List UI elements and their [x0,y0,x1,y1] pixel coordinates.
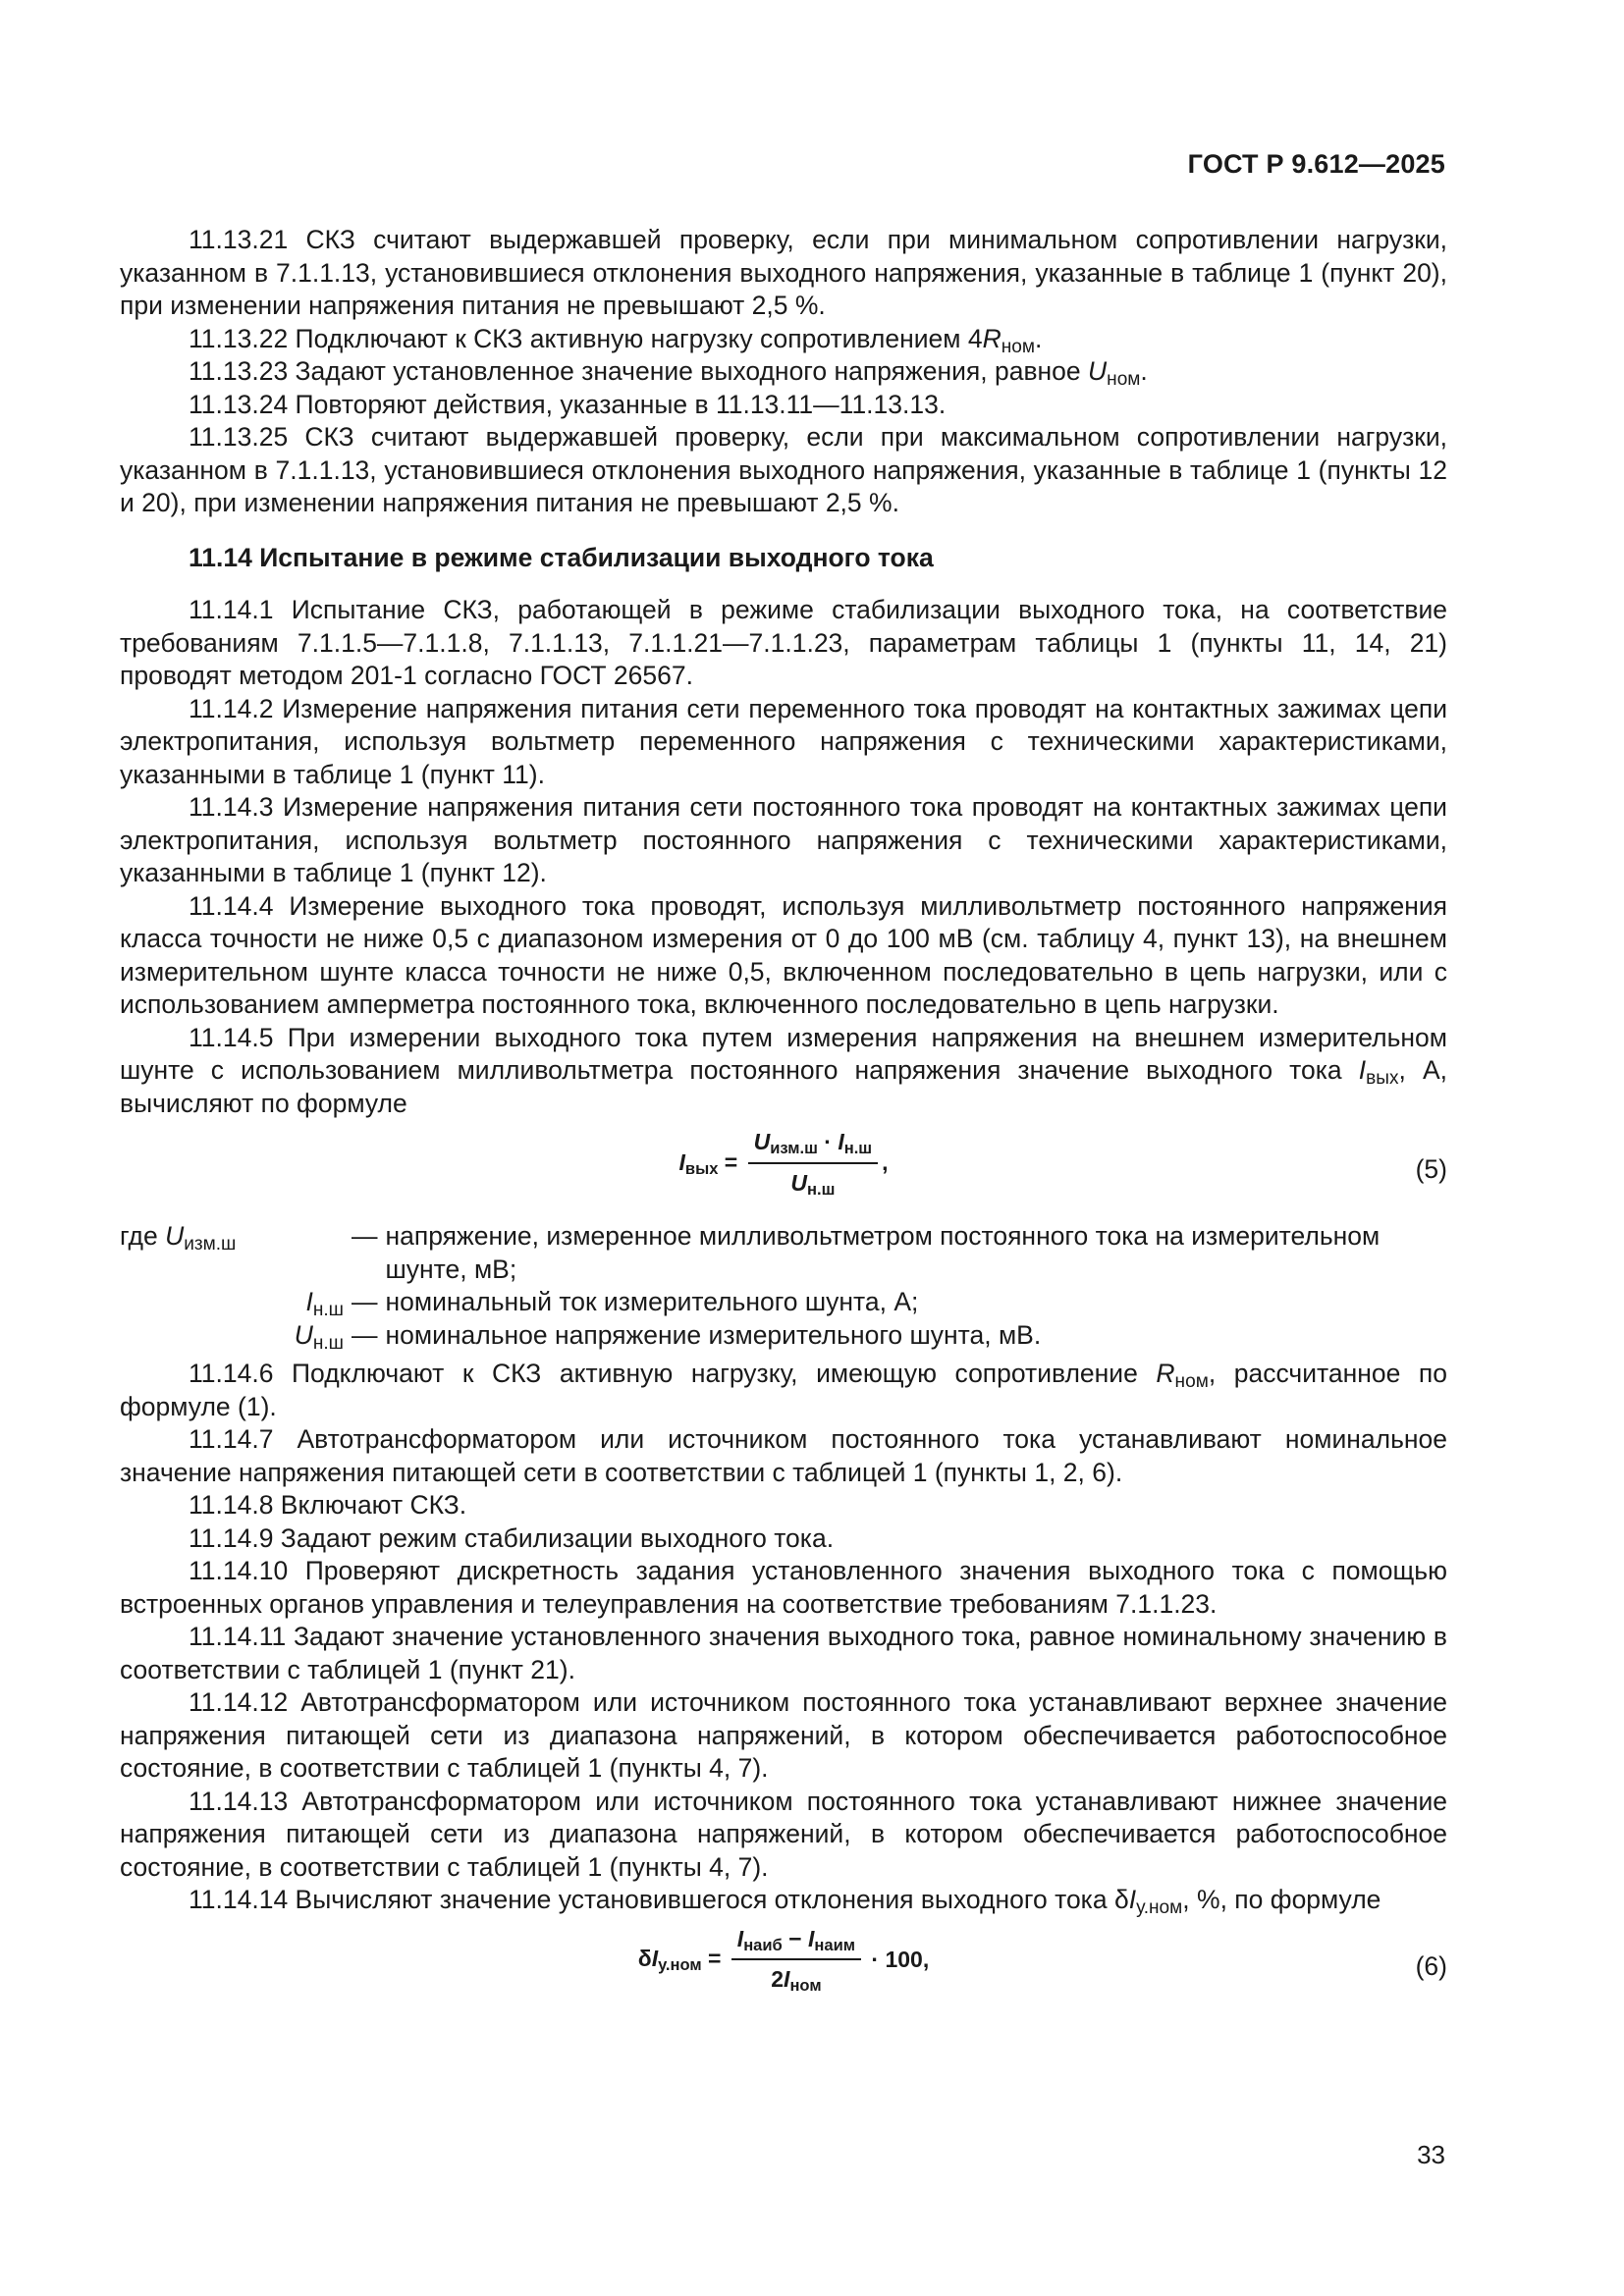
paragraph-11-14-2: 11.14.2 Измерение напряжения питания сети переменного тока проводят на контактных зажимах цепи электропитания, используя вольтметр переменного напряжения с техническими характеристиками, указанными в таблице 1 (пункт 11). [120,693,1447,789]
formula-5 [120,1126,1447,1216]
formula-6-lhs: $\delta I_{у.ном}$ = [637,1946,722,1975]
paragraph-11-13-23: 11.13.23 Задают установленное значение выходного напряжения, равное $U_{ном}$. [189,356,1148,390]
formula-5-expression: $I_{вых}$ = $\frac{U_{изм.ш} \cdot I_{н.ш}}{U_{н.ш}}$ , [120,1126,1447,1200]
formula-5-fraction [748,1126,878,1200]
paragraph-11-14-11: 11.14.11 Задают значение установленного значения выходного тока, равное номинальному значению в соответствии с таблицей 1 (пункт 21). [120,1622,1447,1684]
paragraph-11-13-25: 11.13.25 СКЗ считают выдержавшей проверку, если при максимальном сопротивлении нагрузки, указанном в 7.1.1.13, установившиеся отклонения выходного напряжения, указанные в таблице 1 (пункты 12 и 20), при изменении напряжения питания не превышают 2,5 %. [120,422,1447,517]
formula-5-lhs: $I_{вых}$ = [678,1148,738,1178]
paragraph-11-14-8: 11.14.8 Включают СКЗ. [189,1490,467,1520]
paragraph-11-13-24: 11.13.24 Повторяют действия, указанные в 11.13.11—11.13.13. [189,389,947,419]
formula-5-numerator: $U_{изм.ш} \cdot I_{н.ш}$ [748,1126,878,1164]
formula-6-denominator: $2I_{ном}$ [771,1966,822,1996]
standard-header: ГОСТ Р 9.612—2025 [1187,149,1445,179]
paragraph-11-14-3: 11.14.3 Измерение напряжения питания сети постоянного тока проводят на контактных зажимах цепи электропитания, используя вольтметр постоянного напряжения с техническими характеристиками, указанными в таблице 1 (пункт 12). [120,792,1447,887]
paragraph-11-13-22: 11.13.22 Подключают к СКЗ активную нагрузку сопротивлением $4R_{ном}$. [189,323,1043,357]
paragraph-11-14-14: 11.14.14 Вычисляют значение установившегося отклонения выходного тока $\delta I_{у.ном}$, %, по формуле [189,1885,1381,1918]
where-item: $U_{н.ш}$ — номинальное напряжение измерительного шунта, мВ. [294,1319,1042,1354]
formula-5-number: (5) [1415,1154,1447,1184]
paragraph-11-14-12: 11.14.12 Автотрансформатором или источником постоянного тока устанавливают верхнее значение напряжения питающей сети из диапазона напряжений, в котором обеспечивается работоспособное состояние, в соответствии с таблицей 1 (пункты 4, 7). [120,1687,1447,1783]
where-item: где $U_{изм.ш}$ — напряжение, измеренное милливольтметром постоянного тока на измерительном шунте, мВ; [120,1221,1380,1284]
paragraph-11-14-9: 11.14.9 Задают режим стабилизации выходного тока. [189,1522,835,1553]
paragraph-11-14-4: 11.14.4 Измерение выходного тока проводят, используя милливольтметр постоянного напряжения класса точности не ниже 0,5 с диапазоном измерения от 0 до 100 мВ (см. таблицу 4, пункт 13), на внешнем измерительном шунте класса точности не ниже 0,5, включенном последовательно в цепь нагрузки, или с использованием амперметра постоянного тока, включенного последовательно в цепь нагрузки. [120,890,1447,1019]
formula-6-expression: $\delta I_{у.ном}$ = $\frac{I_{наиб} - I_{наим}}{2I_{ном}}$ · 100, [120,1923,1447,1997]
formula-6-number: (6) [1415,1950,1447,1981]
paragraph-11-14-1: 11.14.1 Испытание СКЗ, работающей в режиме стабилизации выходного тока, на соответствие требованиям 7.1.1.5—7.1.1.8, 7.1.1.13, 7.1.1.21—7.1.1.23, параметрам таблицы 1 (пункты 11, 14, 21) проводят методом 201-1 согласно ГОСТ 26567. [120,595,1447,690]
paragraph-11-14-5: 11.14.5 При измерении выходного тока путем измерения напряжения на внешнем измерительном шунте с использованием милливольтметра постоянного напряжения значение выходного тока $I_{вых}$, А, вычисляют по формуле [120,1022,1447,1118]
formula-6-fraction [731,1923,861,1997]
where-block [120,1220,1447,1352]
paragraph-11-14-13: 11.14.13 Автотрансформатором или источником постоянного тока устанавливают нижнее значение напряжения питающей сети из диапазона напряжений, в котором обеспечивается работоспособное состояние, в соответствии с таблицей 1 (пункты 4, 7). [120,1786,1447,1882]
section-heading: 11.14 Испытание в режиме стабилизации выходного тока [189,542,934,572]
formula-5-denominator: $U_{н.ш}$ [790,1169,836,1199]
body-text [120,224,1447,2017]
paragraph-11-13-21: 11.13.21 СКЗ считают выдержавшей проверку, если при минимальном сопротивлении нагрузки, указанном в 7.1.1.13, установившиеся отклонения выходного напряжения, указанные в таблице 1 (пункт 20), при изменении напряжения питания не превышают 2,5 %. [120,225,1447,320]
where-item: $I_{н.ш}$ — номинальный ток измерительного шунта, А; [305,1287,919,1320]
paragraph-11-14-10: 11.14.10 Проверяют дискретность задания установленного значения выходного тока с помощью встроенных органов управления и телеуправления на соответствие требованиям 7.1.1.23. [120,1556,1447,1619]
formula-6-numerator: $I_{наиб} - I_{наим}$ [731,1923,861,1961]
page-number: 33 [1417,2140,1445,2169]
formula-6 [120,1923,1447,2013]
paragraph-11-14-6: 11.14.6 Подключают к СКЗ активную нагрузку, имеющую сопротивление $R_{ном}$, рассчитанное по формуле (1). [120,1359,1447,1421]
paragraph-11-14-7: 11.14.7 Автотрансформатором или источником постоянного тока устанавливают номинальное значение напряжения питающей сети в соответствии с таблицей 1 (пункты 1, 2, 6). [120,1424,1447,1487]
